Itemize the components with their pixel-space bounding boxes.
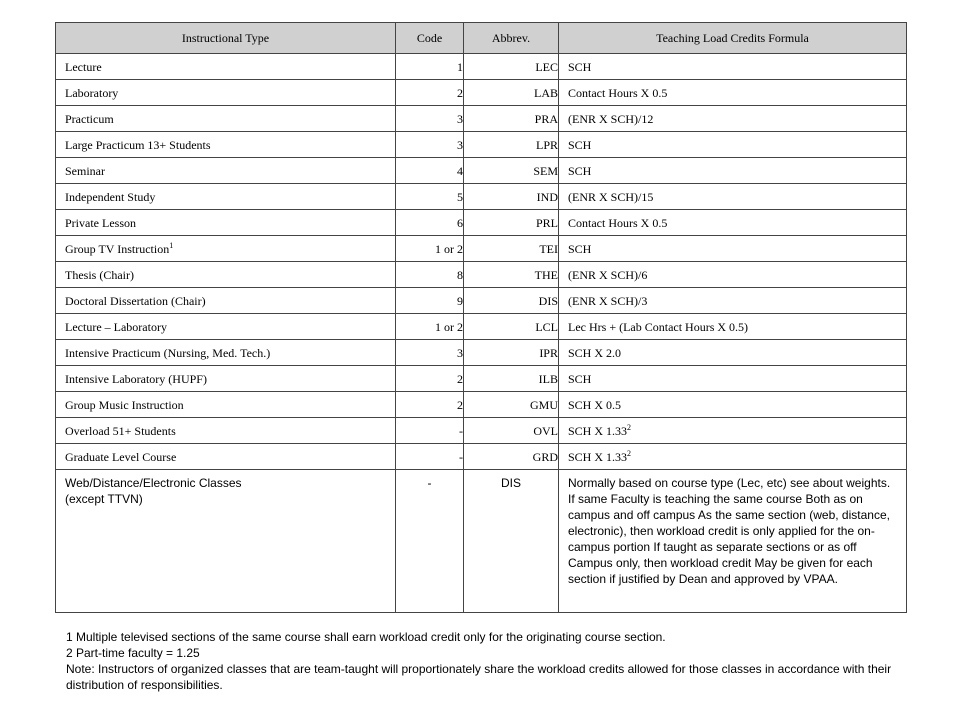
cell-code-text: 9 bbox=[457, 293, 463, 308]
cell-instructional-type bbox=[56, 54, 396, 80]
cell-formula-text: SCH bbox=[568, 59, 592, 74]
table-row bbox=[56, 210, 907, 236]
table-row bbox=[56, 236, 907, 262]
table-row bbox=[56, 80, 907, 106]
cell-formula-text: (ENR X SCH)/6 bbox=[568, 267, 648, 282]
cell-abbrev-text: PRL bbox=[535, 215, 558, 230]
cell-abbrev bbox=[464, 132, 559, 158]
cell-abbrev bbox=[464, 210, 559, 236]
table-row bbox=[56, 418, 907, 444]
cell-code-text: 2 bbox=[457, 85, 463, 100]
cell-code bbox=[396, 418, 464, 444]
cell-formula bbox=[559, 236, 907, 262]
cell-instructional-type-text: Group TV Instruction bbox=[65, 241, 170, 256]
cell-code bbox=[396, 80, 464, 106]
cell-abbrev-text: SEM bbox=[533, 163, 558, 178]
cell-formula-text: SCH X 1.33 bbox=[568, 423, 628, 438]
cell-code bbox=[396, 444, 464, 470]
cell-instructional-type-text: Large Practicum 13+ Students bbox=[65, 137, 211, 152]
cell-instructional-type-text: Independent Study bbox=[65, 189, 156, 204]
cell-formula bbox=[559, 262, 907, 288]
cell-abbrev-text: IPR bbox=[539, 345, 558, 360]
cell-formula-text: SCH bbox=[568, 163, 592, 178]
cell-code-text: - bbox=[459, 449, 463, 464]
cell-code-text: - bbox=[459, 423, 463, 438]
cell-code bbox=[396, 288, 464, 314]
cell-instructional-type-text: Practicum bbox=[65, 111, 114, 126]
table-body bbox=[56, 54, 907, 470]
cell-formula-text: (ENR X SCH)/15 bbox=[568, 189, 654, 204]
cell-formula bbox=[559, 210, 907, 236]
cell-abbrev bbox=[464, 288, 559, 314]
cell-formula-footnote-marker: 2 bbox=[627, 422, 632, 432]
table-row bbox=[56, 314, 907, 340]
cell-code bbox=[396, 392, 464, 418]
cell-formula bbox=[559, 106, 907, 132]
cell-instructional-type-text: Doctoral Dissertation (Chair) bbox=[65, 293, 206, 308]
cell-instructional-type-text: Lecture – Laboratory bbox=[65, 319, 167, 334]
table-row bbox=[56, 444, 907, 470]
cell-code bbox=[396, 340, 464, 366]
cell-code-text: 2 bbox=[457, 397, 463, 412]
footnote-note: Note: Instructors of organized classes that are team-taught will proportionately share the workload credits allowed for those classes in accordance with their distribution of responsibilities. bbox=[66, 662, 892, 692]
cell-code bbox=[396, 184, 464, 210]
cell-formula bbox=[559, 158, 907, 184]
cell-instructional-type bbox=[56, 444, 396, 470]
cell-abbrev bbox=[464, 236, 559, 262]
cell-formula bbox=[559, 392, 907, 418]
cell-abbrev-text: LAB bbox=[534, 85, 558, 100]
cell-instructional-type bbox=[56, 262, 396, 288]
cell-code-text: 1 bbox=[457, 59, 463, 74]
table-row bbox=[56, 392, 907, 418]
cell-abbrev bbox=[464, 314, 559, 340]
cell-formula bbox=[559, 340, 907, 366]
cell-abbrev bbox=[464, 184, 559, 210]
cell-formula bbox=[559, 366, 907, 392]
table-row bbox=[56, 54, 907, 80]
table-row bbox=[56, 340, 907, 366]
cell-abbrev: DIS bbox=[464, 470, 559, 613]
cell-code-text: 3 bbox=[457, 137, 463, 152]
cell-instructional-type-text: Lecture bbox=[65, 59, 102, 74]
footnote-1: 1 Multiple televised sections of the same course shall earn workload credit only for the originating course section. bbox=[66, 630, 666, 644]
cell-formula-text: (ENR X SCH)/3 bbox=[568, 293, 648, 308]
cell-instructional-type bbox=[56, 158, 396, 184]
cell-code-text: 1 or 2 bbox=[435, 319, 463, 334]
cell-instructional-type-text: Private Lesson bbox=[65, 215, 136, 230]
header-instructional-type: Instructional Type bbox=[56, 23, 396, 54]
cell-abbrev-text: DIS bbox=[538, 293, 558, 308]
cell-code-text: 3 bbox=[457, 345, 463, 360]
cell-formula-text: SCH X 1.33 bbox=[568, 449, 628, 464]
cell-instructional-type-footnote-marker: 1 bbox=[169, 240, 174, 250]
cell-code-text: 3 bbox=[457, 111, 463, 126]
cell-code-text: 1 or 2 bbox=[435, 241, 463, 256]
cell-code bbox=[396, 366, 464, 392]
cell-formula-text: SCH bbox=[568, 137, 592, 152]
cell-code bbox=[396, 236, 464, 262]
cell-abbrev-text: THE bbox=[534, 267, 558, 282]
cell-code-text: 6 bbox=[457, 215, 463, 230]
cell-abbrev bbox=[464, 392, 559, 418]
cell-code: - bbox=[396, 470, 464, 613]
cell-instructional-type bbox=[56, 184, 396, 210]
cell-instructional-type-text: Laboratory bbox=[65, 85, 119, 100]
header-code: Code bbox=[396, 23, 464, 54]
cell-abbrev bbox=[464, 106, 559, 132]
cell-code-text: 2 bbox=[457, 371, 463, 386]
cell-code bbox=[396, 54, 464, 80]
cell-instructional-type-text: Graduate Level Course bbox=[65, 449, 177, 464]
cell-instructional-type-text: Intensive Practicum (Nursing, Med. Tech.) bbox=[65, 345, 271, 360]
cell-abbrev bbox=[464, 158, 559, 184]
cell-abbrev bbox=[464, 262, 559, 288]
cell-instructional-type bbox=[56, 288, 396, 314]
cell-abbrev bbox=[464, 366, 559, 392]
cell-abbrev-text: GRD bbox=[532, 449, 558, 464]
cell-instructional-type-text: Group Music Instruction bbox=[65, 397, 184, 412]
cell-instructional-type-text: Thesis (Chair) bbox=[65, 267, 134, 282]
cell-formula-text: (ENR X SCH)/12 bbox=[568, 111, 654, 126]
cell-formula bbox=[559, 132, 907, 158]
cell-formula-text: SCH bbox=[568, 371, 592, 386]
cell-instructional-type bbox=[56, 236, 396, 262]
cell-instructional-type bbox=[56, 106, 396, 132]
cell-abbrev-text: PRA bbox=[534, 111, 558, 126]
table-row bbox=[56, 288, 907, 314]
cell-instructional-type-text: Overload 51+ Students bbox=[65, 423, 176, 438]
cell-code bbox=[396, 132, 464, 158]
cell-code-text: 4 bbox=[457, 163, 463, 178]
cell-abbrev-text: OVL bbox=[533, 423, 558, 438]
cell-formula-text: Lec Hrs + (Lab Contact Hours X 0.5) bbox=[568, 319, 749, 334]
cell-instructional-type bbox=[56, 210, 396, 236]
teaching-load-table bbox=[55, 22, 907, 613]
footnotes bbox=[66, 629, 926, 693]
web-type-line2: (except TTVN) bbox=[65, 492, 143, 506]
cell-formula-text: SCH X 0.5 bbox=[568, 397, 622, 412]
table-row bbox=[56, 158, 907, 184]
cell-code bbox=[396, 158, 464, 184]
cell-instructional-type bbox=[56, 392, 396, 418]
cell-abbrev-text: IND bbox=[536, 189, 558, 204]
cell-abbrev bbox=[464, 340, 559, 366]
cell-formula-text: SCH X 2.0 bbox=[568, 345, 622, 360]
table-row bbox=[56, 106, 907, 132]
cell-code bbox=[396, 314, 464, 340]
cell-instructional-type bbox=[56, 366, 396, 392]
cell-abbrev-text: LEC bbox=[535, 59, 558, 74]
table-row bbox=[56, 184, 907, 210]
cell-formula bbox=[559, 444, 907, 470]
header-abbrev: Abbrev. bbox=[464, 23, 559, 54]
cell-formula-text: Contact Hours X 0.5 bbox=[568, 85, 668, 100]
cell-instructional-type bbox=[56, 80, 396, 106]
cell-abbrev bbox=[464, 418, 559, 444]
cell-code bbox=[396, 210, 464, 236]
table-row-web-classes bbox=[56, 470, 907, 613]
cell-code-text: 8 bbox=[457, 267, 463, 282]
web-type-line1: Web/Distance/Electronic Classes bbox=[65, 476, 242, 490]
cell-formula: Normally based on course type (Lec, etc) see about weights. If same Faculty is teaching the same course Both as on campus and off campus As the same section (web, distance, electronic), then workload credit is only applied for the on-campus portion If taught as separate sections or as off Campus only, then workload credit May be given for each section if justified by Dean and approved by VPAA. bbox=[559, 470, 907, 613]
cell-instructional-type-text: Seminar bbox=[65, 163, 105, 178]
cell-instructional-type bbox=[56, 314, 396, 340]
cell-code bbox=[396, 262, 464, 288]
header-formula: Teaching Load Credits Formula bbox=[559, 23, 907, 54]
cell-formula-text: Contact Hours X 0.5 bbox=[568, 215, 668, 230]
cell-formula-footnote-marker: 2 bbox=[627, 448, 632, 458]
table-row bbox=[56, 366, 907, 392]
cell-code-text: 5 bbox=[457, 189, 463, 204]
header-row bbox=[56, 23, 907, 54]
cell-formula bbox=[559, 80, 907, 106]
cell-formula bbox=[559, 418, 907, 444]
cell-instructional-type bbox=[56, 132, 396, 158]
cell-formula bbox=[559, 184, 907, 210]
cell-formula bbox=[559, 54, 907, 80]
cell-code bbox=[396, 106, 464, 132]
cell-instructional-type bbox=[56, 418, 396, 444]
cell-abbrev-text: LPR bbox=[535, 137, 558, 152]
cell-abbrev-text: LCL bbox=[535, 319, 558, 334]
cell-instructional-type bbox=[56, 470, 396, 613]
cell-abbrev bbox=[464, 444, 559, 470]
table-row bbox=[56, 132, 907, 158]
cell-abbrev-text: TEI bbox=[539, 241, 558, 256]
cell-formula bbox=[559, 314, 907, 340]
cell-abbrev bbox=[464, 80, 559, 106]
cell-instructional-type bbox=[56, 340, 396, 366]
cell-abbrev bbox=[464, 54, 559, 80]
cell-abbrev-text: ILB bbox=[538, 371, 558, 386]
cell-formula-text: SCH bbox=[568, 241, 592, 256]
cell-formula bbox=[559, 288, 907, 314]
footnote-2: 2 Part-time faculty = 1.25 bbox=[66, 646, 200, 660]
cell-abbrev-text: GMU bbox=[529, 397, 558, 412]
table-row bbox=[56, 262, 907, 288]
cell-instructional-type-text: Intensive Laboratory (HUPF) bbox=[65, 371, 207, 386]
